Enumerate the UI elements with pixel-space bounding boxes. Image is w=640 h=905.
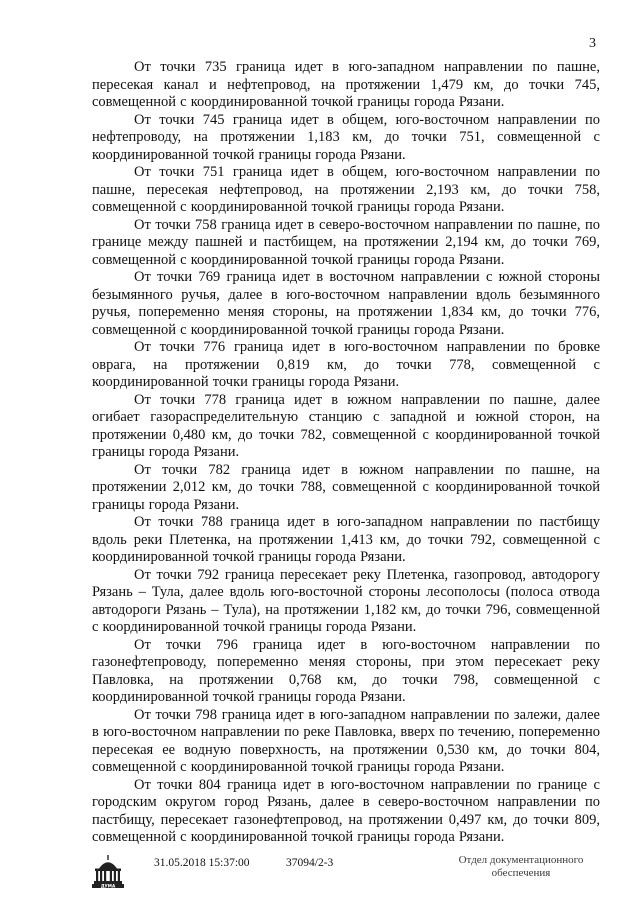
paragraph-13: От точки 804 граница идет в юго-восточном направлении по границе с городским округом город Рязань, далее в северо-восточном направлении по пастбищу, пересекает газонефтепровод, на протяжении 0,497 км, до точки 809, совмещенной с координированной точкой границы города Рязани. xyxy=(92,776,600,845)
paragraph-3: От точки 751 граница идет в общем, юго-восточном направлении по пашне, пересекая нефтепровод, на протяжении 2,193 км, до точки 758, совмещенной с координированной точкой границы города Рязани. xyxy=(92,164,600,215)
footer-department xyxy=(446,854,596,880)
footer-dept-line-1: Отдел документационного xyxy=(458,854,584,866)
paragraph-11: От точки 796 граница идет в юго-восточном направлении по газонефтепроводу, попеременно меняя стороны, при этом пересекает реку Павловка, на протяжении 0,768 км, до точки 798, совмещенной с координированной точкой границы города Рязани. xyxy=(92,636,600,705)
paragraph-7: От точки 778 граница идет в южном направлении по пашне, далее огибает газораспределительную станцию с западной и южной сторон, на протяжении 0,480 км, до точки 782, совмещенной с координированной точкой границы города Рязани. xyxy=(92,391,600,460)
document-body xyxy=(92,59,600,847)
paragraph-6: От точки 776 граница идет в юго-восточном направлении по бровке оврага, на протяжении 0,819 км, до точки 778, совмещенной с координированной точки границы города Рязани. xyxy=(92,339,600,390)
paragraph-2: От точки 745 граница идет в общем, юго-восточном направлении по нефтепроводу, на протяжении 1,183 км, до точки 751, совмещенной с координированной точкой границы города Рязани. xyxy=(92,111,600,163)
duma-logo-icon xyxy=(90,854,126,890)
footer xyxy=(0,846,640,896)
paragraph-8: От точки 782 граница идет в южном направлении по пашне, на протяжении 2,012 км, до точки 788, совмещенной с координированной точкой границы города Рязани. xyxy=(92,461,600,513)
footer-dept-line-2: обеспечения xyxy=(491,867,551,879)
paragraph-9: От точки 788 граница идет в юго-западном направлении по пастбищу вдоль реки Плетенка, на протяжении 1,413 км, до точки 792, совмещенной с координированной точкой границы города Рязани. xyxy=(92,514,600,565)
paragraph-4: От точки 758 граница идет в северо-восточном направлении по пашне, по границе между пашней и пастбищем, на протяжении 2,194 км, до точки 769, совмещенной с координированной точкой границы города Рязани. xyxy=(92,216,600,268)
paragraph-12: От точки 798 граница идет в юго-западном направлении по залежи, далее в юго-восточном направлении по реке Павловка, вверх по течению, попеременно пересекая ее водную поверхность, на протяжении 0,530 км, до точки 804, совмещенной с координированной точкой границы города Рязани. xyxy=(92,706,600,775)
logo-text: ДУМА xyxy=(100,883,116,889)
footer-doc-number: 37094/2-3 xyxy=(286,857,334,869)
paragraph-10: От точки 792 граница пересекает реку Плетенка, газопровод, автодорогу Рязань – Тула, далее вдоль юго-восточной стороны лесополосы (полоса отвода автодороги Рязань – Тула), на протяжении 1,182 км, до точки 796, совмещенной с координированной точкой границы города Рязани. xyxy=(92,566,600,635)
page-number: 3 xyxy=(589,36,596,51)
footer-datetime: 31.05.2018 15:37:00 xyxy=(154,857,250,869)
paragraph-1: От точки 735 граница идет в юго-западном направлении по пашне, пересекая канал и нефтепровод, на протяжении 1,479 км, до точки 745, совмещенной с координированной точкой границы города Рязани. xyxy=(92,59,600,110)
paragraph-5: От точки 769 граница идет в восточном направлении с южной стороны безымянного ручья, далее в юго-восточном направлении вдоль безымянного ручья, попеременно меняя стороны, на протяжении 1,834 км, до точки 776, совмещенной с координированной точкой границы города Рязани. xyxy=(92,269,600,338)
